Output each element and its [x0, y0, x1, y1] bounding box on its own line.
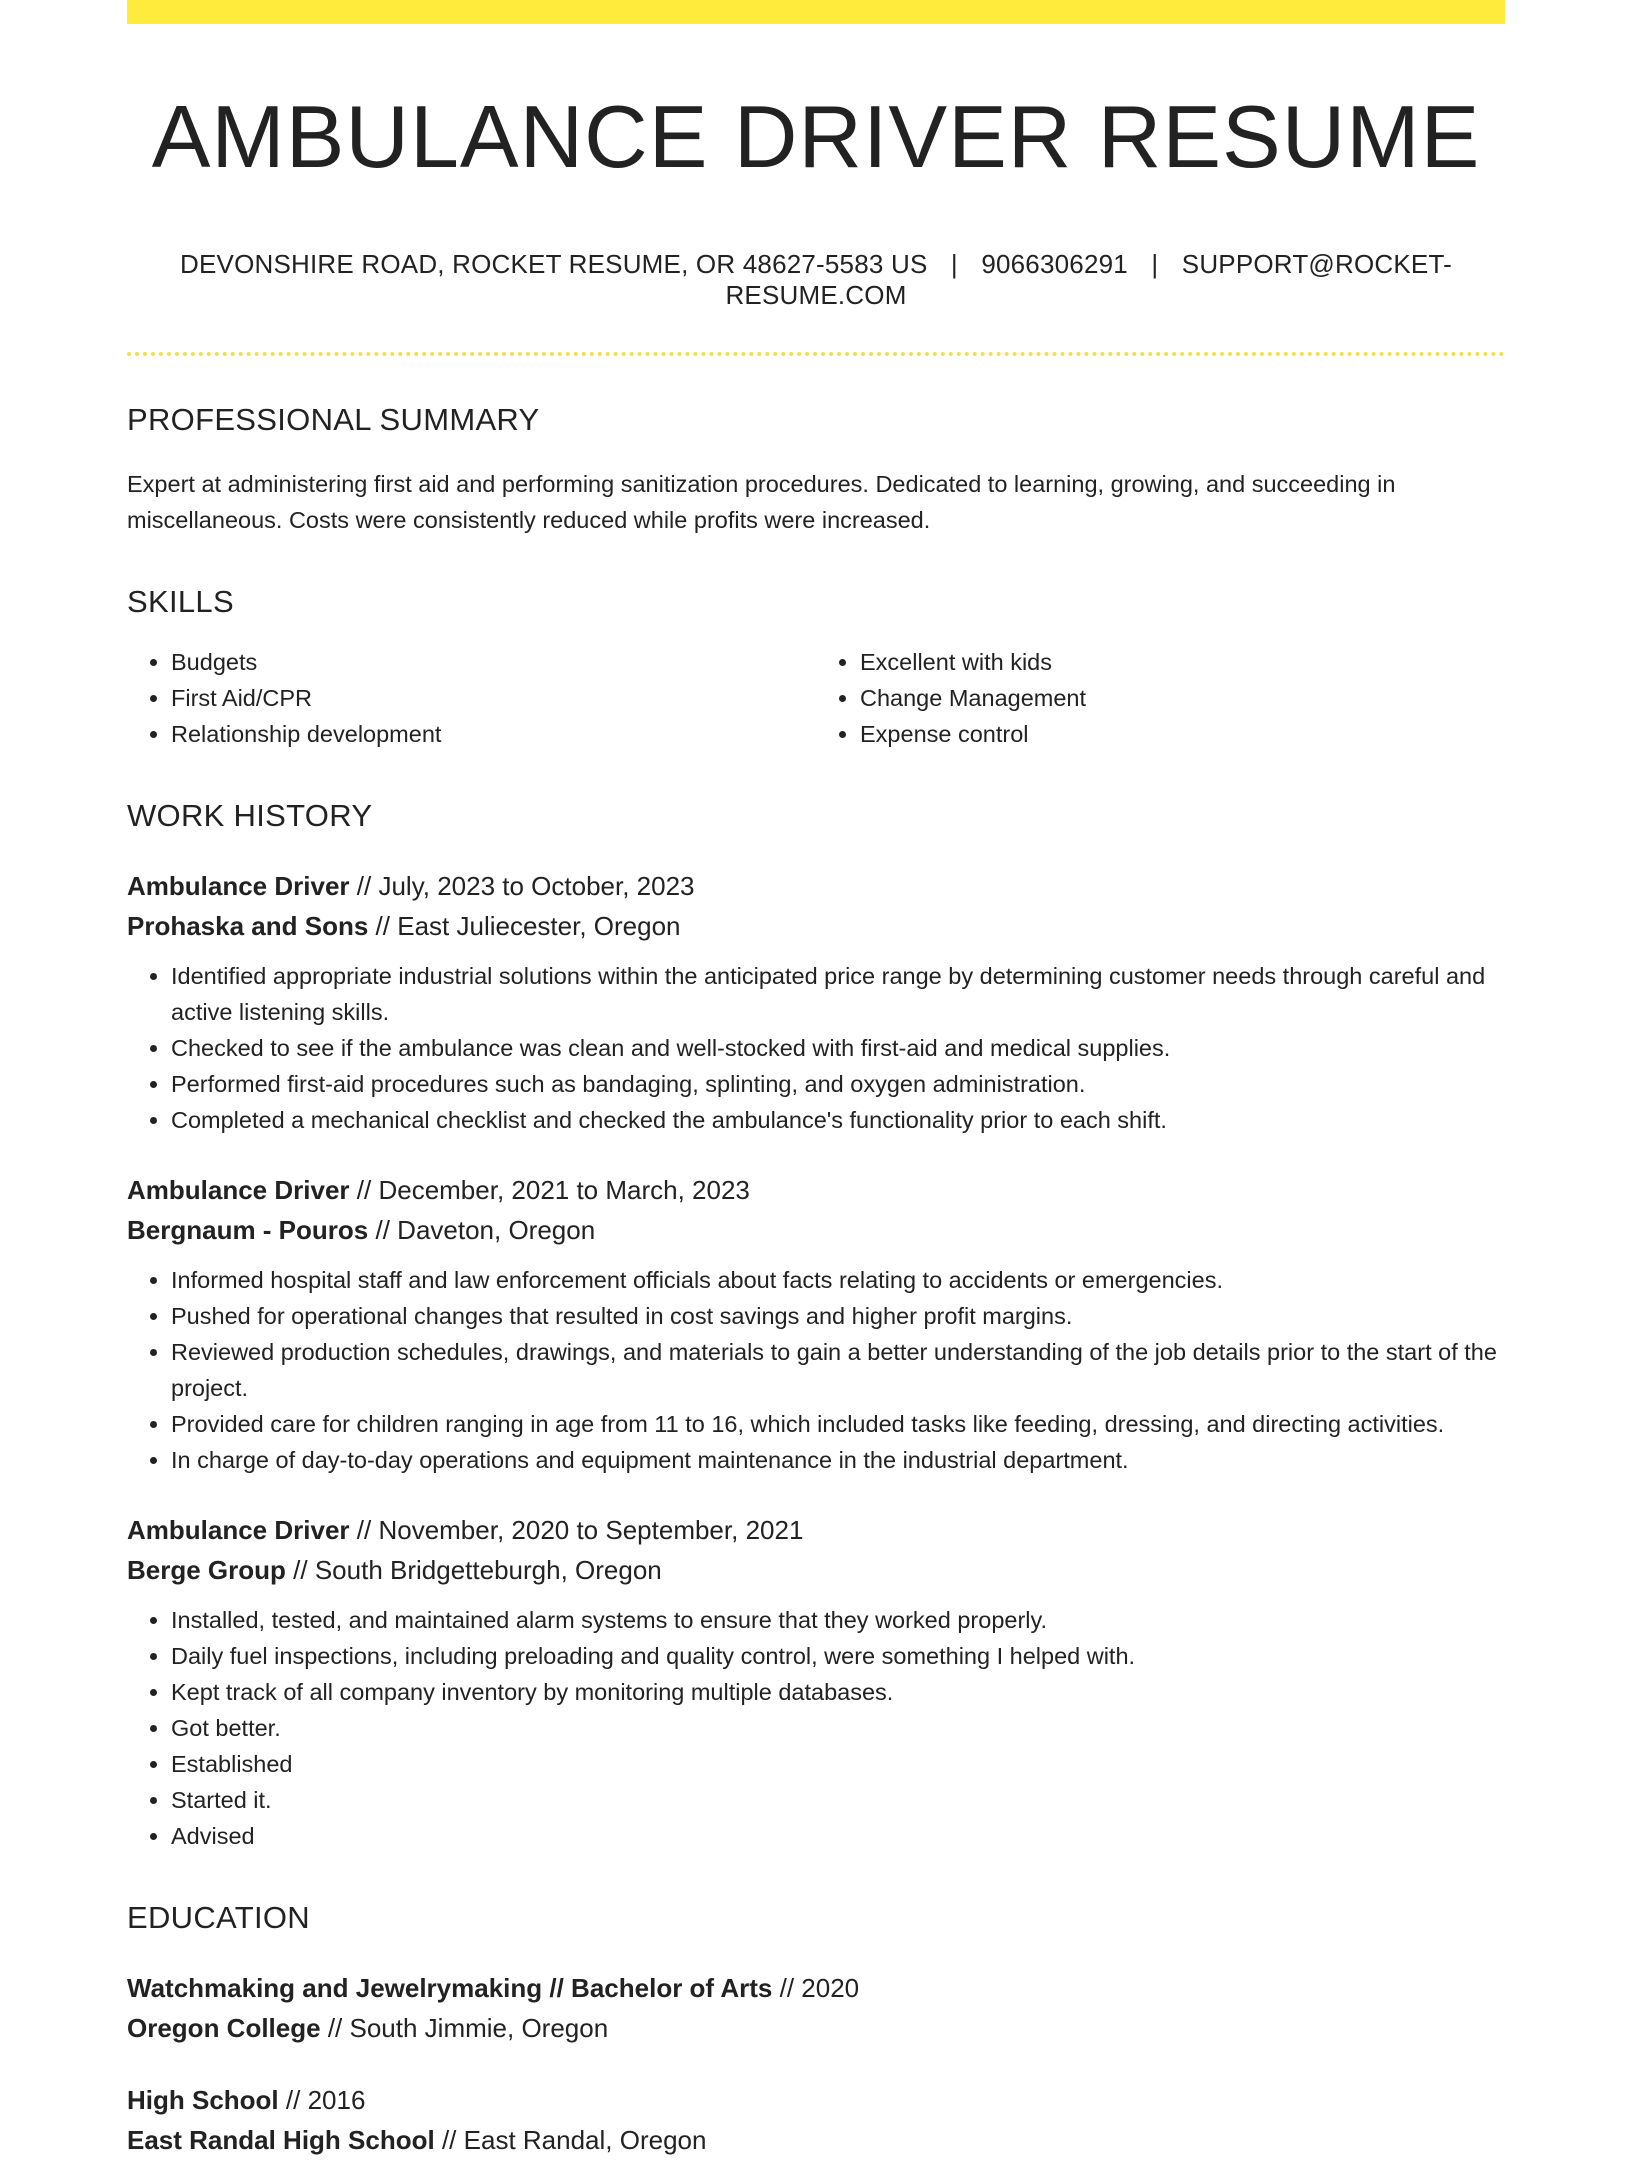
job-title-line	[127, 866, 1505, 906]
education-entry	[127, 2080, 1505, 2160]
job-title: Ambulance Driver	[127, 1174, 350, 1205]
delimiter: //	[293, 1554, 308, 1585]
job-bullet: • Performed first-aid procedures such as bandaging, splinting, and oxygen administration.	[171, 1066, 1505, 1102]
job-bullet: • Established	[171, 1746, 1505, 1782]
job-company-line	[127, 1210, 1505, 1250]
job-company: Bergnaum - Pouros	[127, 1214, 369, 1245]
job-bullet: • Daily fuel inspections, including preloading and quality control, were something I helped with.	[171, 1638, 1505, 1674]
education-school: East Randal High School	[127, 2124, 435, 2155]
job-company-line	[127, 1550, 1505, 1590]
job-bullet: • Checked to see if the ambulance was clean and well-stocked with first-aid and medical supplies.	[171, 1030, 1505, 1066]
job-dates: November, 2020 to September, 2021	[378, 1514, 804, 1545]
job-company: Berge Group	[127, 1554, 286, 1585]
contact-separator: |	[950, 249, 958, 280]
job-entry	[127, 1170, 1505, 1478]
job-title: Ambulance Driver	[127, 870, 350, 901]
skill-item: • Change Management	[860, 680, 1505, 716]
education-location: East Randal, Oregon	[463, 2124, 707, 2155]
job-title: Ambulance Driver	[127, 1514, 350, 1545]
summary-heading: PROFESSIONAL SUMMARY	[127, 401, 540, 437]
skill-item: • Expense control	[860, 716, 1505, 752]
delimiter: //	[356, 1514, 372, 1545]
job-title-line	[127, 1170, 1505, 1210]
job-bullet: • Pushed for operational changes that resulted in cost savings and higher profit margins.	[171, 1298, 1505, 1334]
delimiter: //	[375, 910, 390, 941]
job-bullet: • Advised	[171, 1818, 1505, 1854]
job-company-line	[127, 906, 1505, 946]
skills-column-left	[127, 644, 816, 752]
delimiter: //	[375, 1214, 390, 1245]
education-year: 2016	[307, 2084, 366, 2115]
contact-phone: 9066306291	[981, 249, 1128, 280]
job-bullet: • Informed hospital staff and law enforcement officials about facts relating to accidents or emergencies.	[171, 1262, 1505, 1298]
job-entry	[127, 866, 1505, 1138]
job-bullet: • Identified appropriate industrial solutions within the anticipated price range by determining customer needs through careful and active listening skills.	[171, 958, 1505, 1030]
job-dates: July, 2023 to October, 2023	[378, 870, 695, 901]
skill-item: • Relationship development	[171, 716, 816, 752]
contact-line	[127, 249, 1505, 311]
accent-top-bar	[127, 0, 1505, 24]
job-bullets	[127, 1262, 1505, 1478]
skill-item: • Excellent with kids	[860, 644, 1505, 680]
summary-text: Expert at administering first aid and performing sanitization procedures. Dedicated to learning, growing, and succeeding in miscellaneous. Costs were consistently reduced while profits were increased.	[127, 470, 1396, 533]
education-degree: High School	[127, 2084, 279, 2115]
skill-item: • Budgets	[171, 644, 816, 680]
delimiter: //	[441, 2124, 457, 2155]
job-entry	[127, 1510, 1505, 1854]
delimiter: //	[779, 1972, 795, 2003]
job-bullet: • Kept track of all company inventory by monitoring multiple databases.	[171, 1674, 1505, 1710]
education-degree-line	[127, 1968, 1505, 2008]
delimiter: //	[356, 1174, 372, 1205]
job-location: Daveton, Oregon	[397, 1214, 596, 1245]
education-school: Oregon College	[127, 2012, 321, 2043]
job-company: Prohaska and Sons	[127, 910, 369, 941]
skills-heading: SKILLS	[127, 583, 234, 619]
education-entry	[127, 1968, 1505, 2048]
job-dates: December, 2021 to March, 2023	[378, 1174, 750, 1205]
education-location: South Jimmie, Oregon	[349, 2012, 609, 2043]
work-history-heading: WORK HISTORY	[127, 797, 373, 833]
resume-title: AMBULANCE DRIVER RESUME	[151, 87, 1481, 186]
job-bullets	[127, 1602, 1505, 1854]
job-bullets	[127, 958, 1505, 1138]
delimiter: //	[327, 2012, 343, 2043]
job-bullet: • Installed, tested, and maintained alarm systems to ensure that they worked properly.	[171, 1602, 1505, 1638]
job-location: East Juliecester, Oregon	[397, 910, 681, 941]
job-location: South Bridgetteburgh, Oregon	[314, 1554, 662, 1585]
job-bullet: • Reviewed production schedules, drawings, and materials to gain a better understanding of the job details prior to the start of the project.	[171, 1334, 1505, 1406]
education-heading: EDUCATION	[127, 1899, 310, 1935]
job-bullet: • In charge of day-to-day operations and equipment maintenance in the industrial department.	[171, 1442, 1505, 1478]
job-bullet: • Provided care for children ranging in age from 11 to 16, which included tasks like feeding, dressing, and directing activities.	[171, 1406, 1505, 1442]
delimiter: //	[356, 870, 372, 901]
job-bullet: • Started it.	[171, 1782, 1505, 1818]
education-school-line	[127, 2008, 1505, 2048]
delimiter: //	[285, 2084, 301, 2115]
contact-address: DEVONSHIRE ROAD, ROCKET RESUME, OR 48627-5583 US	[180, 249, 928, 280]
job-bullet: • Completed a mechanical checklist and checked the ambulance's functionality prior to each shift.	[171, 1102, 1505, 1138]
education-degree-line	[127, 2080, 1505, 2120]
skills-list	[127, 644, 1505, 752]
job-title-line	[127, 1510, 1505, 1550]
education-year: 2020	[801, 1972, 860, 2003]
education-degree: Watchmaking and Jewelrymaking // Bachelor of Arts	[127, 1972, 773, 2003]
job-bullet: • Got better.	[171, 1710, 1505, 1746]
contact-separator: |	[1151, 249, 1159, 280]
education-school-line	[127, 2120, 1505, 2160]
contact-email: SUPPORT@ROCKET-RESUME.COM	[725, 249, 1452, 311]
dotted-divider	[127, 352, 1505, 356]
skill-item: • First Aid/CPR	[171, 680, 816, 716]
skills-column-right	[816, 644, 1505, 752]
